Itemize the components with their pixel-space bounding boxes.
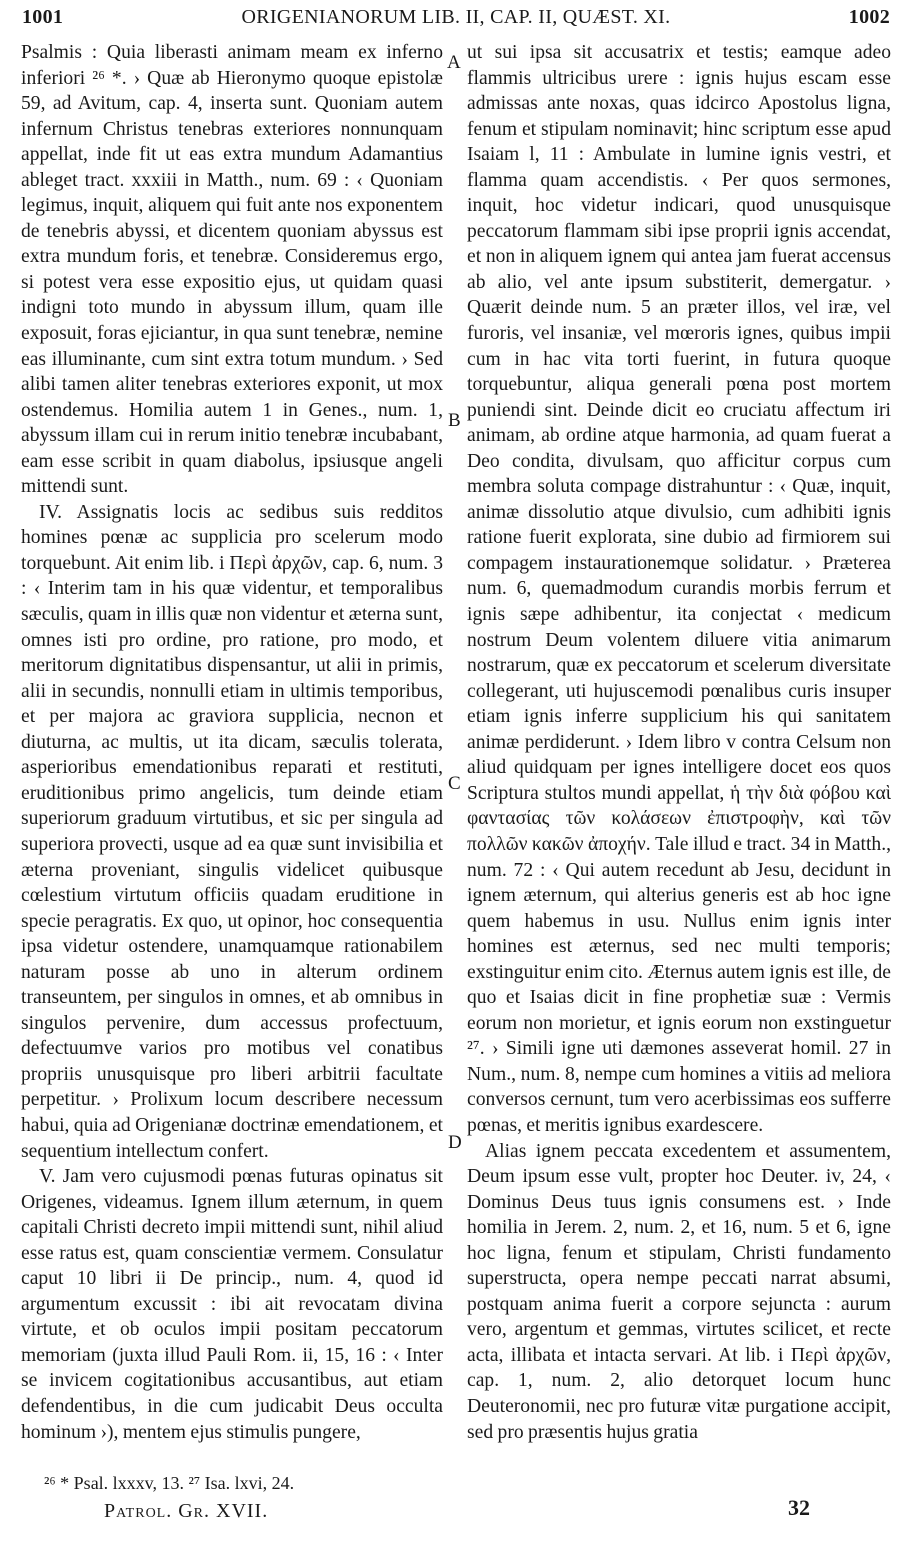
margin-letter: A bbox=[447, 52, 461, 73]
folio-number: 32 bbox=[788, 1495, 810, 1520]
running-title: ORIGENIANORUM LIB. II, CAP. II, QUÆST. XI. bbox=[241, 6, 671, 28]
footnotes: ²⁶ * Psal. lxxxv, 13. ²⁷ Isa. lxvi, 24. bbox=[44, 1473, 295, 1493]
left-column-number: 1001 bbox=[22, 6, 64, 28]
margin-letter: B bbox=[448, 410, 461, 431]
paragraph: Psalmis : Quia liberasti animam meam ex inferno inferiori ²⁶ *. › Quæ ab Hieronymo quoque epistolæ 59, ad Avitum, cap. 4, inserta sunt. Quoniam autem infernum Christus tenebras exteriores nonnunquam appellat, inde fit ut eas extra mundum Adamantius ableget tract. xxxiii in Matth., num. 69 : ‹ Quoniam legimus, inquit, aliquem qui fuit ante nos exponentem de tenebris abyssi, et dicentem quoniam abyssus est extra mundum foris, et tenebræ. Consideremus ergo, si potest vera esse expositio ejus, ut quidam quasi indigni toto mundo in abyssum illum, quam ille exposuit, foras ejiciantur, in qua sunt tenebræ, nemine eas illuminante, cum sint extra totum mundum. › Sed alibi tamen aliter tenebras exteriores exponit, ut mox ostendemus. Homilia autem 1 in Genes., num. 1, abyssum illam cui in rerum initio tenebræ incubabant, eam esse scribit in quam diabolus, ipsiusque angeli mittendi sunt. bbox=[21, 42, 443, 498]
running-header bbox=[22, 6, 890, 36]
left-column bbox=[21, 40, 443, 1445]
printer-signature: Patrol. Gr. XVII. bbox=[104, 1500, 269, 1522]
paragraph: V. Jam vero cujusmodi pœnas futuras opinatus sit Origenes, videamus. Ignem illum æternum, in quem capitali Christi decreto impii mittendi sunt, nihil aliud esse ratus est, quam conscientiæ vermem. Consulatur caput 10 libri ii De princip., num. 4, quod id argumentum excussit : ibi ait revocatam divina virtute, et ob oculos impii positam peccatorum memoriam (juxta illud Pauli Rom. ii, 15, 16 : ‹ Inter se invicem cogitationibus accusantibus, aut etiam defendentibus, in die cum judicabit Deus occulta hominum ›), mentem ejus stimulis pungere, bbox=[21, 1166, 443, 1443]
paragraph: ut sui ipsa sit accusatrix et testis; eamque adeo flammis ultricibus urere : ignis hujus escam esse admissas ante noxas, quas idcirco Apostolus ligna, fenum et stipulam nominavit; hinc scriptum esse apud Isaiam l, 11 : Ambulate in lumine ignis vestri, et flamma quam accendistis. ‹ Per quos sermones, inquit, hoc videtur indicari, quod unusquisque peccatorum flammam sibi ipse proprii ignis accendat, et non in aliquem ignem qui antea jam fuerat accensus ab alio, vel ante ipsum substiterit, demergatur. › Quærit deinde num. 5 an præter illos, vel iræ, vel furoris, vel insaniæ, vel mœroris ignes, quibus impii cum in hac vita torti fuerint, in futura quoque torquebuntur, aliqua generali pœna post mortem puniendi sint. Deinde dicit eo cruciatu affectum iri animam, ab ordine atque harmonia, ad quam fuerat a Deo condita, divulsam, quo afficitur corpus cum membra soluta compage distrahuntur : ‹ Quæ, inquit, animæ dissolutio atque divulsio, cum adhibiti ignis ratione fuerit explorata, sine dubio ad firmiorem sui compagem instaurationemque solidatur. › Præterea num. 6, quemadmodum curandis morbis ferrum et ignis sæpe adhibentur, ita conjectat ‹ medicum nostrum Deum volentem diluere vitia animarum nostrarum, quæ ex peccatorum et scelerum diversitate collegerant, uti hujuscemodi pœnalibus curis insuper etiam ignis inferre supplicium his qui sanitatem animæ perdiderunt. › Idem libro v contra Celsum non aliud quidquam per ignes intelligere docet eos quos Scriptura stultos mundi appellat, ἡ τὴν διὰ φόβου καὶ φαντασίας τῶν κολάσεων ἐπιστροφὴν, καὶ τῶν πολλῶν κακῶν ἀποχήν. Tale illud e tract. 34 in Matth., num. 72 : ‹ Qui autem recedunt ab Jesu, decidunt in ignem æternum, qui alterius generis est ab hoc igne quem habemus in usu. Nullus enim ignis inter homines est æternus, sed nec multi temporis; exstinguitur enim cito. Æternus autem ignis est ille, de quo et Isaias dicit in fine prophetiæ suæ : Vermis eorum non morietur, et ignis eorum non exstinguetur ²⁷. › Simili igne uti dæmones asseverat homil. 27 in Num., num. 8, nempe cum homines a vitiis ad meliora conversos cernunt, tum vero acerbissimas eos sufferre pœnas, et meritis ignibus exardescere. bbox=[467, 42, 891, 1136]
paragraph: Alias ignem peccata excedentem et assumentem, Deum ipsum esse vult, propter hoc Deuter. iv, 24, ‹ Dominus Deus tuus ignis consumens est. › Inde homilia in Jerem. 2, num. 2, et 16, num. 5 et 6, igne hoc ligna, fenum et stipulam, Christi fundamento superstructa, opera nempe peccati narrat absumi, postquam anima fuerit a corpore sejuncta : aurum vero, argentum et gemmas, virtutes scilicet, et recte acta, illibata et intacta servari. At lib. i Περὶ ἀρχῶν, cap. 1, num. 2, alio detorquet locum hunc Deuteronomii, nec pro futuræ vitæ purgatione accipit, sed pro præsentis hujus gratia bbox=[467, 1140, 891, 1443]
right-column-number: 1002 bbox=[848, 6, 890, 28]
margin-letter: C bbox=[448, 773, 461, 794]
right-column bbox=[467, 40, 891, 1445]
paragraph: IV. Assignatis locis ac sedibus suis redditos homines pœnæ ac supplicia pro scelerum modo torquebunt. Ait enim lib. i Περὶ ἀρχῶν, cap. 6, num. 3 : ‹ Interim tam in his quæ videntur, et temporalibus sæculis, quam in illis quæ non videntur et æterna sunt, omnes isti pro ordine, pro ratione, pro modo, et meritorum dignitatibus dispensantur, ut alii in primis, alii in secundis, nonnulli etiam in ultimis temporibus, et per majora ac graviora supplicia, necnon et diuturna, ac multis, ut ita dicam, sæculis tolerata, asperioribus emendationibus reparati et restituti, eruditionibus primo angelicis, tum deinde etiam superiorum graduum virtutibus, et sic per singula ad superiora provecti, usque ad ea quæ sunt invisibilia et æterna proveniant, singulis videlicet quibusque cœlestium virtutum officiis quadam eruditione in specie peragratis. Ex quo, ut opinor, hoc consequentia ipsa videtur ostendere, unamquamque rationabilem naturam posse ab uno in alterum ordinem transeuntem, per singulos in omnes, et ab omnibus in singulos pervenire, dum accessus profectuum, defectuumve varios pro motibus vel conatibus propriis unusquisque pro liberi arbitrii facultate perpetitur. › Prolixum locum describere necessum habui, quia ad Origenianæ doctrinæ emendationem, et sequentium intellectum confert. bbox=[21, 501, 443, 1162]
margin-letter: D bbox=[448, 1132, 462, 1153]
